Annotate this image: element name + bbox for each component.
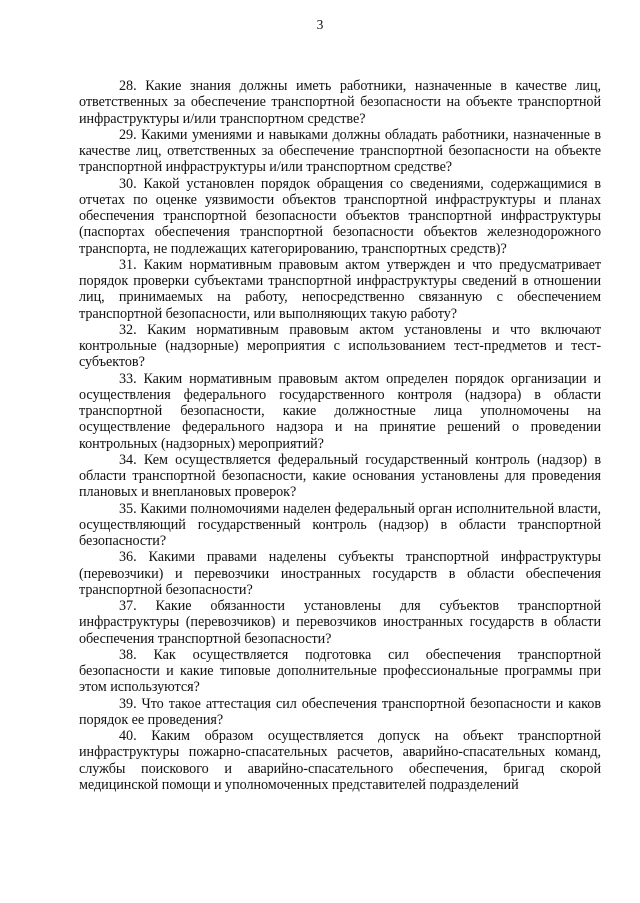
question-29: 29. Какими умениями и навыками должны обладать работники, назначенные в качестве лиц, ответственных за обеспечение транспортной безопасности на объекте транспортной инфраструктуры и/или транспортном средстве? (79, 126, 601, 176)
question-35: 35. Какими полномочиями наделен федеральный орган исполнительной власти, осуществляющий государственный контроль (надзор) в области транспортной безопасности? (79, 500, 601, 549)
question-37: 37. Какие обязанности установлены для субъектов транспортной инфраструктуры (перевозчиков) и перевозчиков иностранных государств в области обеспечения транспортной безопасности? (79, 598, 601, 647)
question-28: 28. Какие знания должны иметь работники, назначенные в качестве лиц, ответственных за обеспечение транспортной безопасности на объекте транспортной инфраструктуры и/или транспортном средстве? (79, 78, 601, 127)
question-40: 40. Каким образом осуществляется допуск на объект транспортной инфраструктуры пожарно-спасательных расчетов, аварийно-спасательных команд, службы поискового и аварийно-спасательного обеспечения, бригад скорой медицинской помощи и уполномоченных представителей подразделений (79, 728, 601, 793)
question-33: 33. Каким нормативным правовым актом определен порядок организации и осуществления федерального государственного контроля (надзора) в области транспортной безопасности, какие должностные лица уполномочены на осуществление федерального надзора и на принятие решений о проведении контрольных (надзорных) мероприятий? (79, 370, 601, 452)
question-32: 32. Каким нормативным правовым актом установлены и что включают контрольные (надзорные) мероприятия с использованием тест-предметов и тест-субъектов? (79, 321, 601, 371)
question-34: 34. Кем осуществляется федеральный государственный контроль (надзор) в области транспортной безопасности, какие основания установлены для проведения плановых и внеплановых проверок? (79, 451, 601, 501)
question-30: 30. Какой установлен порядок обращения со сведениями, содержащимися в отчетах по оценке уязвимости объектов транспортной инфраструктуры и планах обеспечения транспортной безопасности объектов транспортной инфраструктуры (паспортах обеспечения транспортной безопасности объектов железнодорожного транспорта, не подлежащих категорированию, транспортных средств)? (79, 175, 601, 257)
question-38: 38. Как осуществляется подготовка сил обеспечения транспортной безопасности и какие типовые дополнительные профессиональные программы при этом используются? (79, 646, 601, 696)
question-36: 36. Какими правами наделены субъекты транспортной инфраструктуры (перевозчики) и перевозчики иностранных государств в области обеспечения транспортной безопасности? (79, 549, 601, 598)
question-39: 39. Что такое аттестация сил обеспечения транспортной безопасности и каков порядок ее проведения? (79, 695, 601, 728)
question-31: 31. Каким нормативным правовым актом утвержден и что предусматривает порядок проверки субъектами транспортной инфраструктуры сведений в отношении лиц, принимаемых на работу, непосредственно связанную с обеспечением транспортной безопасности, или выполняющих такую работу? (79, 256, 601, 322)
page-number: 3 (316, 17, 324, 32)
question-list (79, 78, 601, 793)
